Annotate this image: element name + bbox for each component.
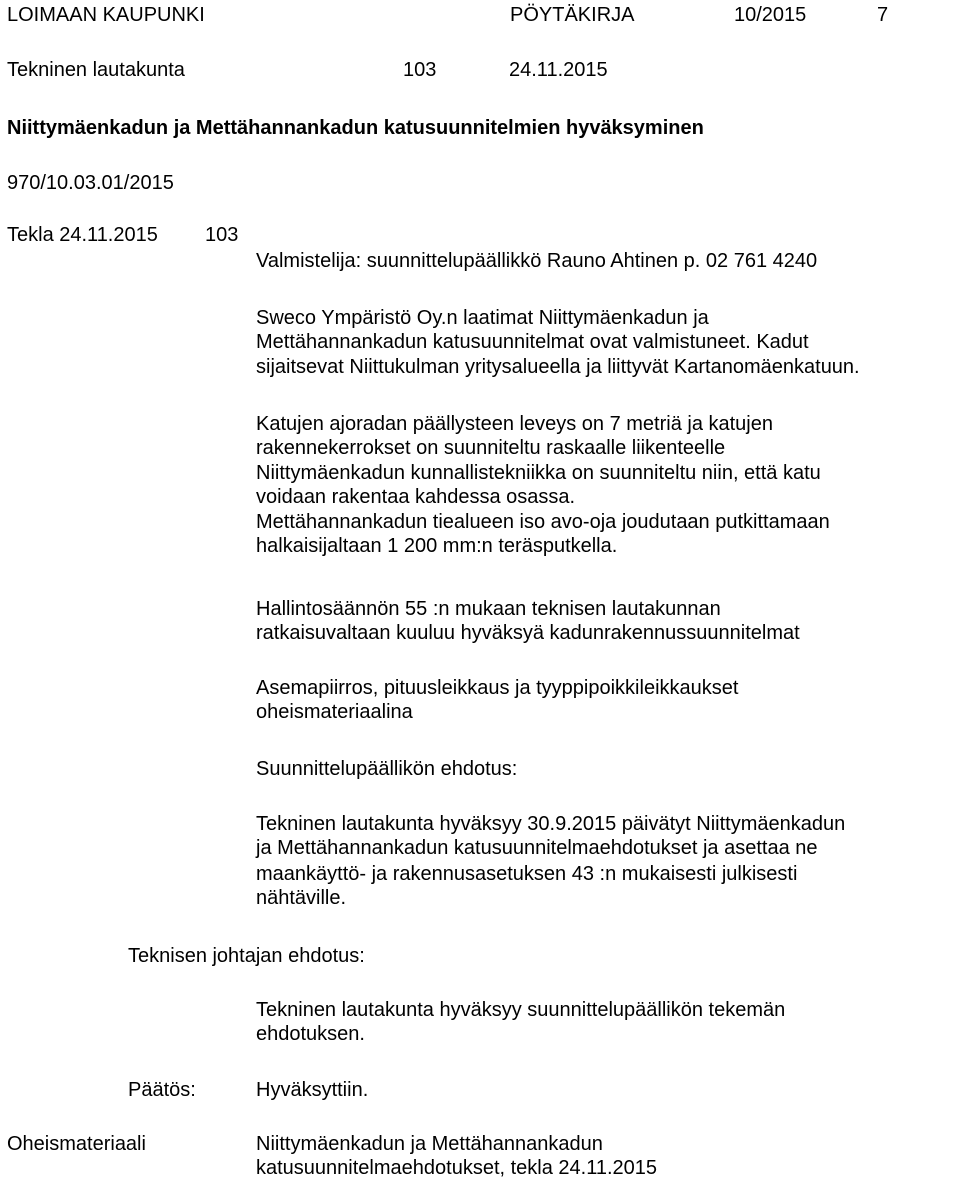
director-proposal-line: ehdotuksen. <box>256 1023 365 1046</box>
proposal-heading: Suunnittelupäällikön ehdotus: <box>256 758 518 780</box>
reference-section-number: 103 <box>205 224 239 246</box>
authority-paragraph <box>256 596 800 646</box>
record-number: 970/10.03.01/2015 <box>7 172 174 194</box>
proposal-line: ja Mettähannankadun katusuunnitelmaehdotukset ja asettaa ne <box>256 837 818 860</box>
preparer-line: Valmistelija: suunnittelupäällikkö Rauno Ahtinen p. 02 761 4240 <box>256 250 818 272</box>
details-line: Katujen ajoradan päällysteen leveys on 7 metriä ja katujen <box>256 413 773 435</box>
authority-line <box>256 596 800 621</box>
details-line: Niittymäenkadun kunnallistekniikka on suunniteltu niin, että katu <box>256 461 821 484</box>
authority-line-end: :n mukaan teknisen lautakunnan <box>432 598 721 620</box>
meeting-date: 24.11.2015 <box>509 59 608 81</box>
details-line: Mettähannankadun tiealueen iso avo-oja joudutaan putkittamaan <box>256 510 830 533</box>
attachments-line: oheismateriaalina <box>256 701 413 724</box>
details-line: voidaan rakentaa kahdessa osassa. <box>256 486 576 509</box>
section-number: 103 <box>403 59 437 81</box>
decision-text: Hyväksyttiin. <box>256 1079 369 1101</box>
intro-line: Sweco Ympäristö Oy.n laatimat Niittymäenkadun ja <box>256 307 709 329</box>
authority-line: ratkaisuvaltaan kuuluu hyväksyä kadunrakennussuunnitelmat <box>256 622 800 645</box>
intro-line: sijaitsevat Niittukulman yritysalueella ja liittyvät Kartanomäenkatuun. <box>256 355 860 378</box>
director-proposal-text <box>256 998 785 1047</box>
document-type: PÖYTÄKIRJA <box>510 4 635 26</box>
intro-line: Mettähannankadun katusuunnitelmat ovat valmistuneet. Kadut <box>256 331 809 354</box>
reference-label: Tekla 24.11.2015 <box>7 224 158 246</box>
details-line: halkaisijaltaan 1 200 mm:n teräsputkella. <box>256 535 618 558</box>
intro-paragraph <box>256 306 860 379</box>
decision-label: Päätös: <box>128 1079 196 1101</box>
organization-name: LOIMAAN KAUPUNKI <box>7 4 205 26</box>
authority-line-start: Hallintosäännön 55 <box>256 598 428 620</box>
page-number: 7 <box>877 4 889 26</box>
director-proposal-line: Tekninen lautakunta hyväksyy suunnittelupäällikön tekemän <box>256 999 786 1021</box>
proposal-paragraph <box>256 812 845 911</box>
details-paragraph <box>256 412 830 558</box>
supplementary-text <box>256 1132 657 1181</box>
attachments-line: Asemapiirros, pituusleikkaus ja tyyppipoikkileikkaukset <box>256 677 739 699</box>
supplementary-label: Oheismateriaali <box>7 1133 146 1155</box>
proposal-line: Tekninen lautakunta hyväksyy 30.9.2015 päivätyt Niittymäenkadun <box>256 813 846 835</box>
agenda-title: Niittymäenkadun ja Mettähannankadun katusuunnitelmien hyväksyminen <box>7 117 704 139</box>
proposal-line <box>256 861 845 886</box>
document-number: 10/2015 <box>734 4 807 26</box>
proposal-line-start: maankäyttö- ja rakennusasetuksen 43 <box>256 862 594 885</box>
proposal-line: nähtäville. <box>256 887 347 910</box>
proposal-line-end: :n mukaisesti julkisesti <box>599 862 798 885</box>
director-proposal-label: Teknisen johtajan ehdotus: <box>128 945 365 967</box>
meeting-body: Tekninen lautakunta <box>7 59 185 81</box>
supplementary-line: Niittymäenkadun ja Mettähannankadun <box>256 1133 603 1155</box>
details-line: rakennekerrokset on suunniteltu raskaalle liikenteelle <box>256 437 726 460</box>
supplementary-line: katusuunnitelmaehdotukset, tekla 24.11.2015 <box>256 1157 658 1180</box>
attachments-paragraph <box>256 676 738 725</box>
